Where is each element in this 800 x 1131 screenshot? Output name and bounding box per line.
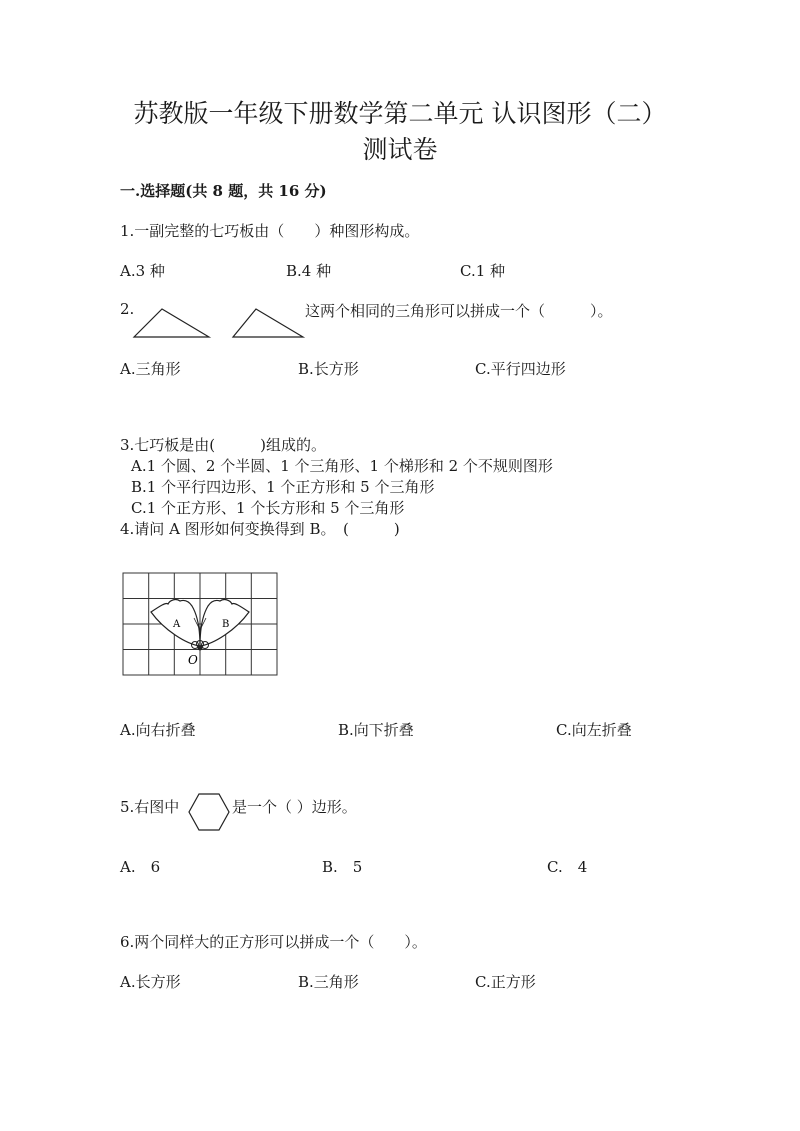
question-1: 1.一副完整的七巧板由（ ）种图形构成。 (120, 222, 420, 240)
question-5-suffix: 是一个（ ）边形。 (232, 798, 357, 816)
grid-leaf-figure (120, 570, 280, 678)
q6-option-a: A.长方形 (120, 973, 181, 991)
q6-option-c: C.正方形 (475, 973, 536, 991)
triangle-right (233, 309, 303, 337)
label-b: B (222, 619, 230, 630)
hexagon-figure (187, 792, 231, 832)
q5-option-c: C. 4 (547, 858, 588, 876)
q3-option-b: B.1 个平行四边形、1 个正方形和 5 个三角形 (131, 478, 435, 496)
q1-option-b: B.4 种 (286, 262, 332, 280)
question-2: 这两个相同的三角形可以拼成一个（ ）。 (305, 302, 613, 320)
page-title-line2: 测试卷 (362, 135, 438, 164)
q3-option-c: C.1 个正方形、1 个长方形和 5 个三角形 (131, 499, 405, 517)
q2-option-b: B.长方形 (298, 360, 359, 378)
q4-option-c: C.向左折叠 (556, 721, 632, 739)
label-a: A (173, 619, 181, 630)
triangle-left (134, 309, 209, 337)
page-title: 苏教版一年级下册数学第二单元 认识图形（二） (133, 99, 667, 128)
q4-option-a: A.向右折叠 (120, 721, 196, 739)
question-4: 4.请问 A 图形如何变换得到 B。 ( ) (120, 520, 400, 538)
q1-option-a: A.3 种 (120, 262, 165, 280)
question-6: 6.两个同样大的正方形可以拼成一个（ ）。 (120, 933, 427, 951)
q3-option-a: A.1 个圆、2 个半圆、1 个三角形、1 个梯形和 2 个不规则图形 (131, 457, 553, 475)
section-heading: 一.选择题(共 8 题，共 16 分) (120, 182, 327, 200)
label-o: O (188, 653, 198, 667)
q5-option-a: A. 6 (120, 858, 161, 876)
q1-option-c: C.1 种 (460, 262, 506, 280)
q5-option-b: B. 5 (322, 858, 363, 876)
question-2-number: 2. (120, 300, 135, 318)
hexagon (189, 794, 229, 830)
q2-option-a: A.三角形 (120, 360, 181, 378)
q6-option-b: B.三角形 (298, 973, 359, 991)
q4-option-b: B.向下折叠 (338, 721, 414, 739)
two-triangles-figure (132, 304, 310, 342)
grid (123, 573, 277, 675)
question-3: 3.七巧板是由( )组成的。 (120, 436, 327, 454)
q2-option-c: C.平行四边形 (475, 360, 566, 378)
question-5-prefix: 5.右图中 (120, 798, 180, 816)
